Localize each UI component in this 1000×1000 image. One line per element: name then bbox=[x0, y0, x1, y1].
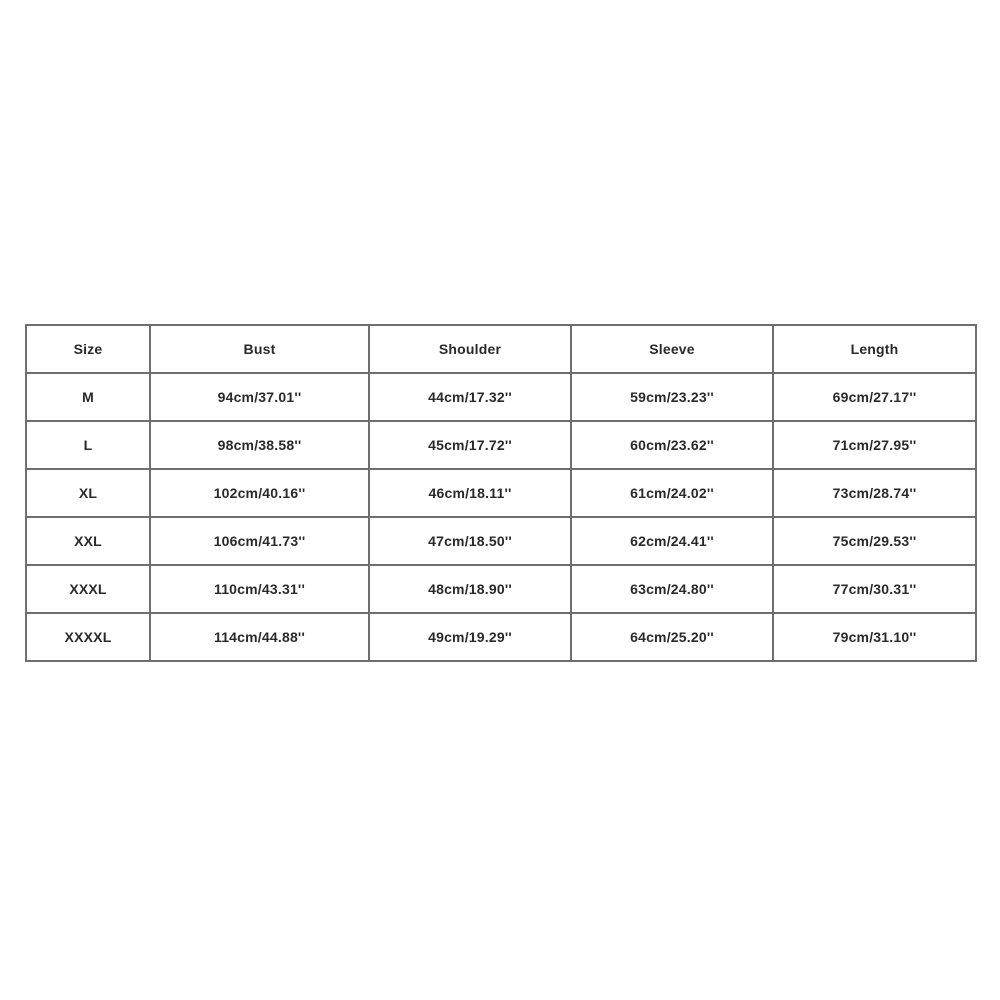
cell-length: 77cm/30.31'' bbox=[773, 565, 976, 613]
cell-length: 73cm/28.74'' bbox=[773, 469, 976, 517]
cell-shoulder: 48cm/18.90'' bbox=[369, 565, 571, 613]
cell-shoulder: 49cm/19.29'' bbox=[369, 613, 571, 661]
cell-size: M bbox=[26, 373, 150, 421]
cell-sleeve: 60cm/23.62'' bbox=[571, 421, 773, 469]
table-row bbox=[26, 421, 976, 469]
cell-length: 75cm/29.53'' bbox=[773, 517, 976, 565]
cell-size: XXXXL bbox=[26, 613, 150, 661]
table-row bbox=[26, 565, 976, 613]
cell-sleeve: 63cm/24.80'' bbox=[571, 565, 773, 613]
size-chart-table bbox=[25, 324, 977, 662]
table-row bbox=[26, 613, 976, 661]
cell-sleeve: 59cm/23.23'' bbox=[571, 373, 773, 421]
size-chart-body bbox=[26, 373, 976, 661]
cell-bust: 114cm/44.88'' bbox=[150, 613, 369, 661]
cell-size: XXXL bbox=[26, 565, 150, 613]
cell-size: XXL bbox=[26, 517, 150, 565]
cell-length: 71cm/27.95'' bbox=[773, 421, 976, 469]
size-chart-header bbox=[26, 325, 976, 373]
header-length: Length bbox=[773, 325, 976, 373]
header-size: Size bbox=[26, 325, 150, 373]
table-row bbox=[26, 517, 976, 565]
header-sleeve: Sleeve bbox=[571, 325, 773, 373]
header-row bbox=[26, 325, 976, 373]
table-row bbox=[26, 469, 976, 517]
header-shoulder: Shoulder bbox=[369, 325, 571, 373]
cell-sleeve: 62cm/24.41'' bbox=[571, 517, 773, 565]
header-bust: Bust bbox=[150, 325, 369, 373]
cell-bust: 98cm/38.58'' bbox=[150, 421, 369, 469]
cell-shoulder: 46cm/18.11'' bbox=[369, 469, 571, 517]
cell-bust: 106cm/41.73'' bbox=[150, 517, 369, 565]
cell-shoulder: 45cm/17.72'' bbox=[369, 421, 571, 469]
cell-bust: 102cm/40.16'' bbox=[150, 469, 369, 517]
cell-size: L bbox=[26, 421, 150, 469]
cell-length: 79cm/31.10'' bbox=[773, 613, 976, 661]
cell-sleeve: 64cm/25.20'' bbox=[571, 613, 773, 661]
cell-bust: 94cm/37.01'' bbox=[150, 373, 369, 421]
cell-size: XL bbox=[26, 469, 150, 517]
table-row bbox=[26, 373, 976, 421]
cell-length: 69cm/27.17'' bbox=[773, 373, 976, 421]
cell-sleeve: 61cm/24.02'' bbox=[571, 469, 773, 517]
cell-shoulder: 44cm/17.32'' bbox=[369, 373, 571, 421]
cell-bust: 110cm/43.31'' bbox=[150, 565, 369, 613]
cell-shoulder: 47cm/18.50'' bbox=[369, 517, 571, 565]
